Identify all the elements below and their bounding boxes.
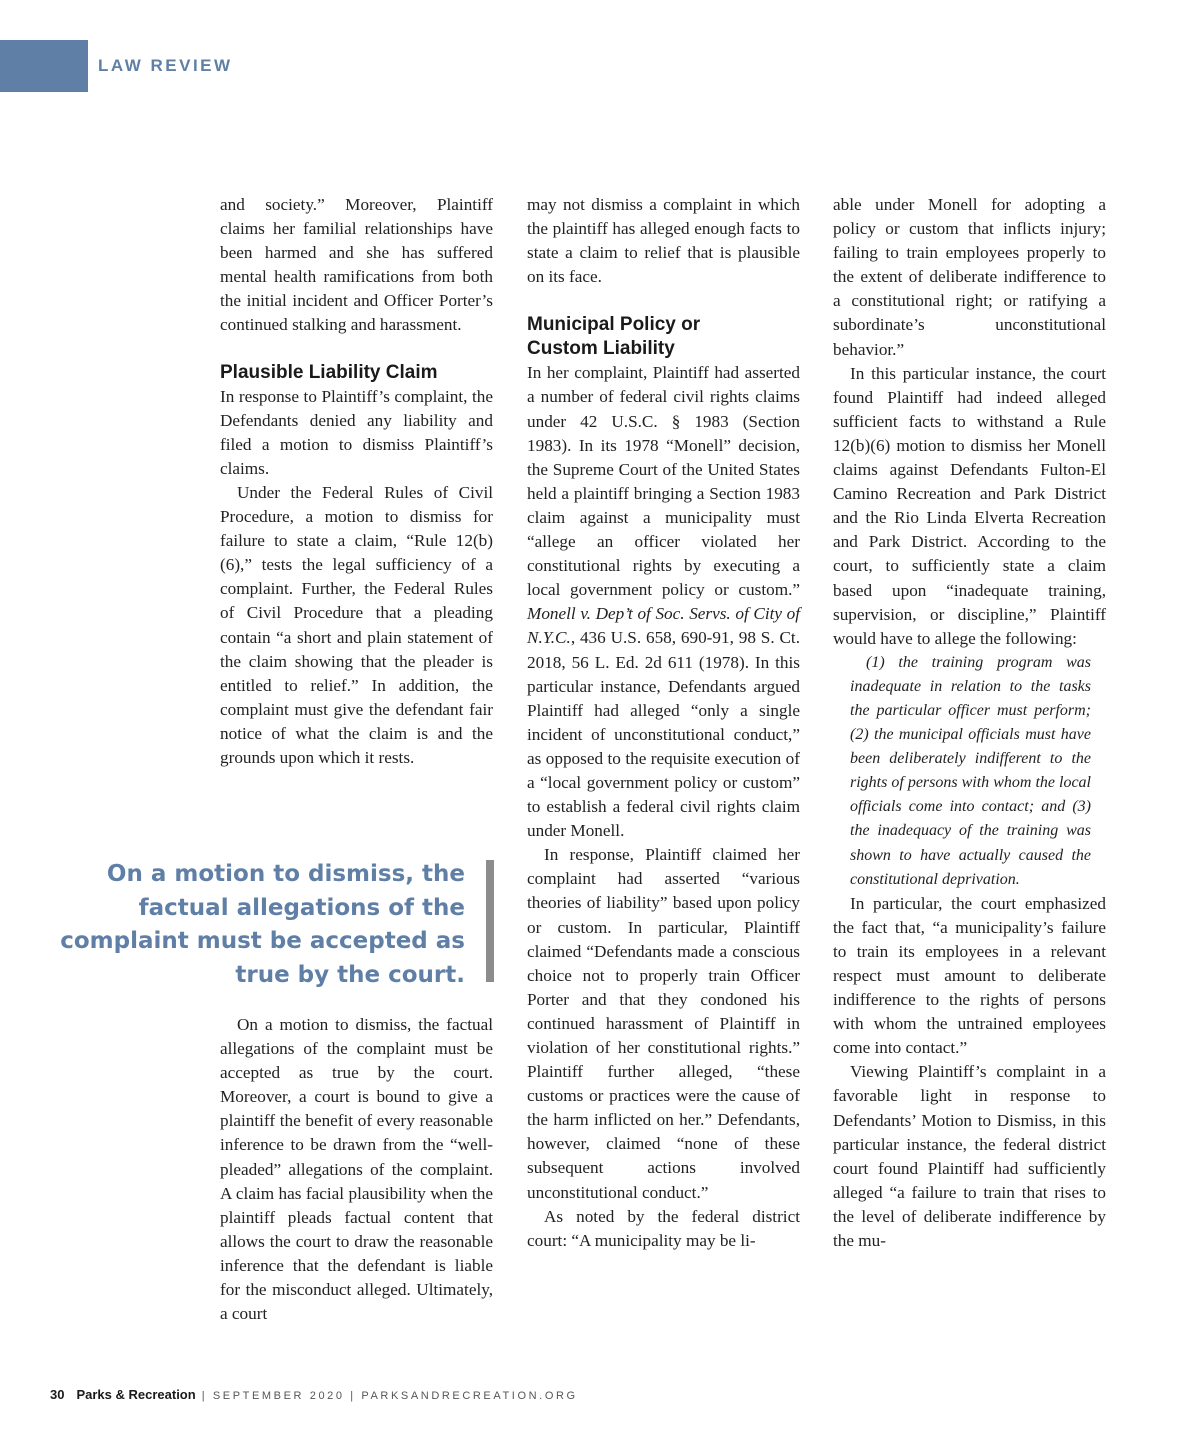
column1-paragraph-2: Under the Federal Rules of Civil Procedure, a motion to dismiss for failure to state a claim, “Rule 12(b)(6),” tests the legal sufficiency of a complaint. Further, the Federal Rules of Civil Procedure that a pleading contain “a short and plain statement of the claim showing that the pleader is entitled to relief.” In addition, the complaint must give the defendant fair notice of what the claim is and the grounds upon which it rests. xyxy=(220,482,493,767)
article-column-1-lower xyxy=(220,1013,493,1326)
column3-paragraph-2: In particular, the court emphasized the fact that, “a municipality’s failure to train its employees in a relevant respect must amount to deliberate indifference to the rights of persons with whom the untrained employees come into contact.” xyxy=(833,893,1106,1058)
section-label: LAW REVIEW xyxy=(98,56,233,75)
heading-line-1: Municipal Policy or xyxy=(527,314,701,336)
page-number: 30 xyxy=(50,1387,65,1402)
heading-line-2: Custom Liability xyxy=(527,338,675,360)
column3-intro: able under Monell for adopting a policy or custom that inflicts injury; failing to train employees properly to the extent of deliberate indifference to a constitutional right; or ratifying a subordinate’s unconstitutional behavior.” xyxy=(833,195,1106,359)
column2-paragraph-2: In response, Plaintiff claimed her complaint had asserted “various theories of liability” based upon policy or custom. In particular, Plaintiff claimed “Defendants made a conscious choice not to properly train Officer Porter and that they condoned his continued harassment of Plaintiff in violation of her constitutional rights.” Plaintiff further alleged, “these customs or practices were the cause of the harm inflicted on her.” Defendants, however, claimed “none of these subsequent actions involved unconstitutional conduct.” xyxy=(527,845,800,1202)
column1-paragraph-3: On a motion to dismiss, the factual allegations of the complaint must be accepted as true by the court. Moreover, a court is bound to give a plaintiff the benefit of every reasonable inference to be drawn from the “well-pleaded” allegations of the complaint. A claim has facial plausibility when the plaintiff pleads factual content that allows the court to draw the reasonable inference that the defendant is liable for the misconduct alleged. Ultimately, a court xyxy=(220,1015,493,1324)
heading-plausible-liability: Plausible Liability Claim xyxy=(220,361,438,383)
case-citation: Monell v. Dep’t of Soc. Servs. of City of N.Y.C. xyxy=(527,604,800,648)
header-color-bar xyxy=(0,40,88,92)
column3-paragraph-3: Viewing Plaintiff’s complaint in a favorable light in response to Defendants’ Motion to Dismiss, in this particular instance, the federal district court found Plaintiff had sufficiently alleged “a failure to train that rises to the level of deliberate indifference by the mu- xyxy=(833,1062,1106,1251)
paragraph-text-b: , 436 U.S. 658, 690-91, 98 S. Ct. 2018, 56 L. Ed. 2d 611 (1978). In this particular instance, Defendants argued Plaintiff had alleged “only a single incident of unconstitutional conduct,” as opposed to the requisite execution of a “local government policy or custom” to establish a federal civil rights claim under Monell. xyxy=(527,628,800,841)
column2-paragraph-3: As noted by the federal district court: “A municipality may be li- xyxy=(527,1206,800,1250)
column1-intro: and society.” Moreover, Plaintiff claims her familial relationships have been harmed and she has suffered mental health ramifications from both the initial incident and Officer Porter’s continued stalking and harassment. xyxy=(220,195,493,335)
block-quote: (1) the training program was inadequate in relation to the tasks the particular officer must perform; (2) the municipal officials must have been deliberately indifferent to the rights of persons with whom the local officials come into contact; and (3) the inadequacy of the training was shown to have actually caused the constitutional deprivation. xyxy=(850,653,1091,888)
pull-quote-rule xyxy=(486,860,494,982)
page-footer xyxy=(50,1387,578,1402)
magazine-name: Parks & Recreation xyxy=(76,1387,196,1402)
column1-paragraph-1: In response to Plaintiff’s complaint, the Defendants denied any liability and filed a motion to dismiss Plaintiff’s claims. xyxy=(220,386,493,478)
article-column-3 xyxy=(833,193,1106,1253)
column2-intro: may not dismiss a complaint in which the plaintiff has alleged enough facts to state a claim to relief that is plausible on its face. xyxy=(527,195,800,287)
heading-municipal-policy xyxy=(527,313,800,361)
article-column-2 xyxy=(527,193,800,1253)
paragraph-text-a: In her complaint, Plaintiff had asserted a number of federal civil rights claims under 42 U.S.C. § 1983 (Section 1983). In its 1978 “Monell” decision, the Supreme Court of the United States held a plaintiff bringing a Section 1983 claim against a municipality must “allege an officer violated her constitutional rights by executing a local government policy or custom.” xyxy=(527,363,800,600)
pull-quote: On a motion to dismiss, the factual allegations of the complaint must be accepted as true by the court. xyxy=(60,861,465,988)
article-column-1 xyxy=(220,193,493,770)
column2-paragraph-1 xyxy=(527,361,800,843)
footer-details: | SEPTEMBER 2020 | PARKSANDRECREATION.ORG xyxy=(201,1390,578,1402)
column3-paragraph-1: In this particular instance, the court found Plaintiff had indeed alleged sufficient facts to withstand a Rule 12(b)(6) motion to dismiss her Monell claims against Defendants Fulton-El Camino Recreation and Park District and the Rio Linda Elverta Recreation and Park District. According to the court, to sufficiently state a claim based upon “inadequate training, supervision, or discipline,” Plaintiff would have to allege the following: xyxy=(833,363,1106,648)
